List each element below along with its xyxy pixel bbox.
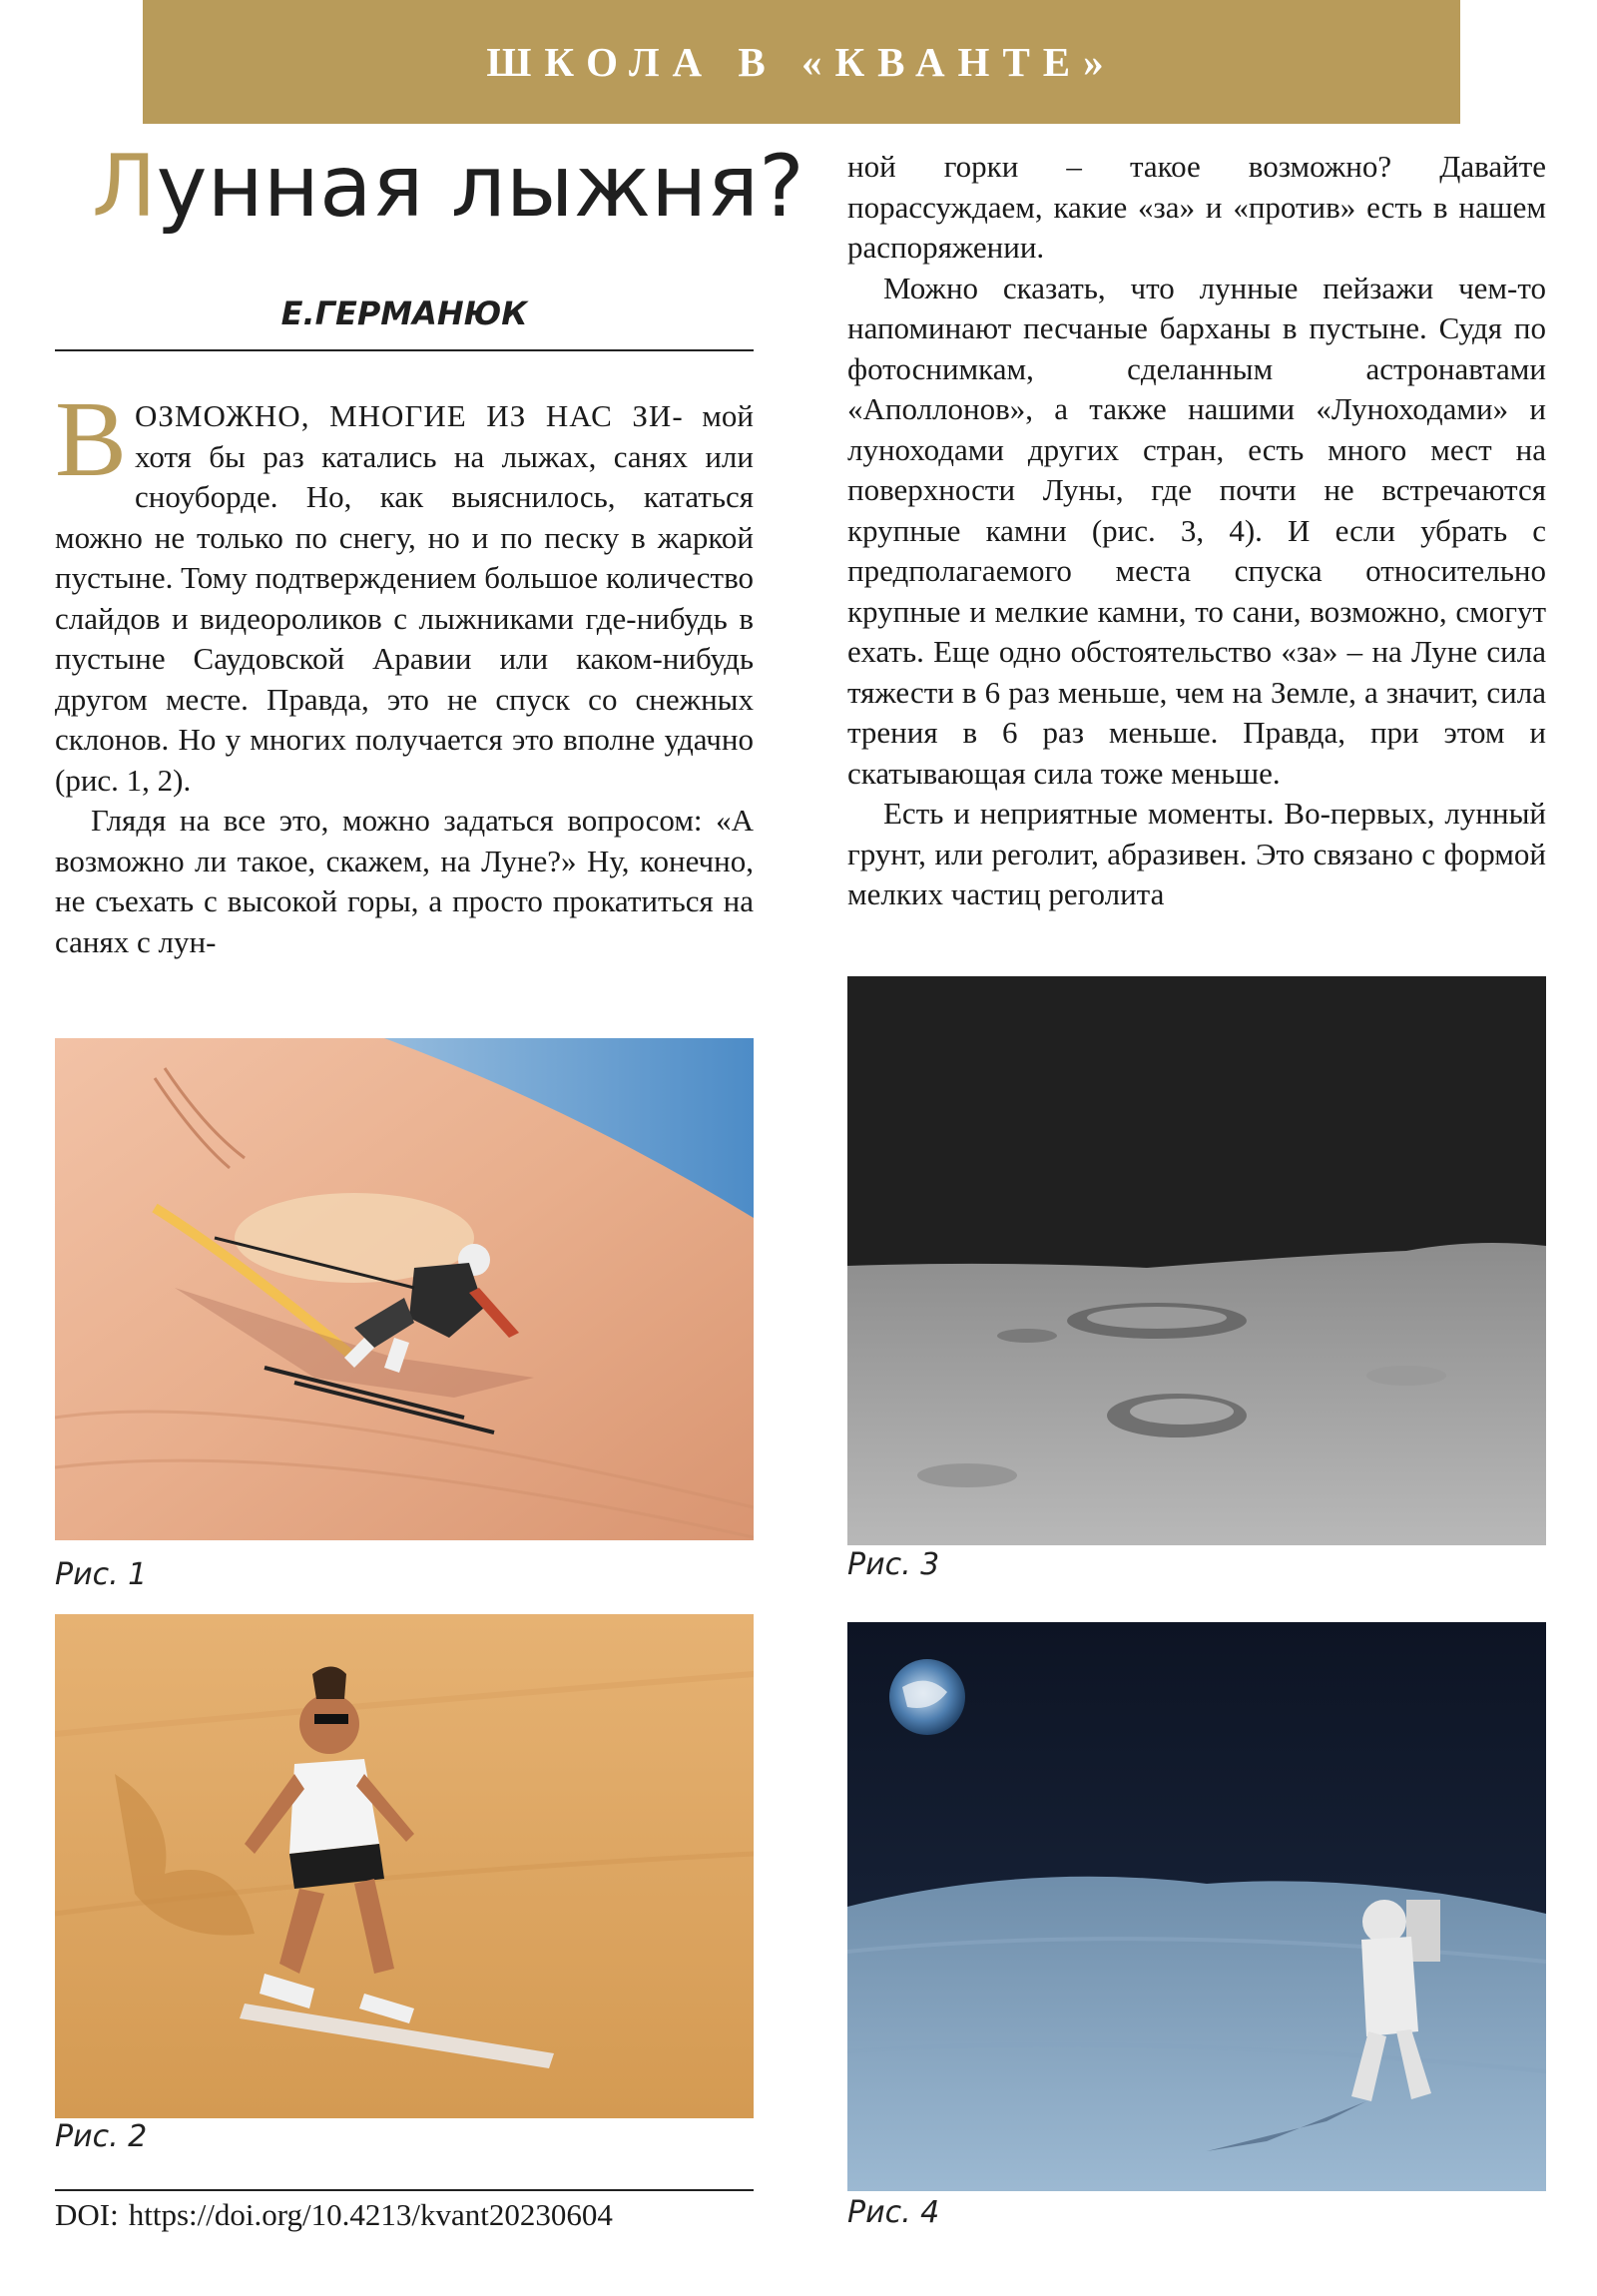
figure-1-caption: Рис. 1: [55, 1557, 148, 1592]
text-column-right: [847, 147, 1546, 915]
figure-1-sand-skier-image: [55, 1038, 754, 1540]
paragraph-3: Можно сказать, что лунные пейзажи чем-то напоминают песчаные барханы в пустыне. Судя по фотоснимкам, сделанным астронавтами «Аполлонов», а также нашими «Луноходами» и луноходами других стран, есть много мест на поверхности Луны, где почти не встречаются крупные камни (рис. 3, 4). И если убрать с предполагаемого места спуска относительно крупные и мелкие камни, то сани, возможно, смогут ехать. Еще одно обстоятельство «за» – на Луне сила тяжести в 6 раз меньше, чем на Земле, а значит, сила трения в 6 раз меньше. Правда, при этом и скатывающая сила тоже меньше.: [847, 270, 1546, 791]
doi-label: DOI:: [55, 2197, 119, 2232]
paragraph-4: Есть и неприятные моменты. Во-первых, лунный грунт, или реголит, абразивен. Это связано с формой мелких частиц реголита: [847, 796, 1546, 911]
section-header-band: [143, 0, 1460, 124]
title-initial: Л: [92, 137, 157, 237]
footer-divider: [55, 2189, 754, 2191]
figure-4-astronaut-image: [847, 1622, 1546, 2191]
text-column-left: [55, 380, 755, 962]
author-divider: [55, 349, 754, 351]
section-title: ШКОЛА В «КВАНТЕ»: [486, 39, 1117, 85]
title-rest: унная лыжня?: [156, 137, 804, 237]
lead-in: ОЗМОЖНО, МНОГИЕ ИЗ НАС ЗИ-: [135, 398, 684, 433]
doi-link[interactable]: https://doi.org/10.4213/kvant20230604: [128, 2197, 613, 2232]
drop-cap: В: [55, 380, 128, 499]
paragraph-2-part-2: ной горки – такое возможно? Давайте порассуждаем, какие «за» и «против» есть в нашем распоряжении.: [847, 149, 1546, 265]
figure-2-caption: Рис. 2: [55, 2119, 148, 2154]
figure-2-sandboarder-image: [55, 1614, 754, 2118]
paragraph-2-part-1: Глядя на все это, можно задаться вопросом: «А возможно ли такое, скажем, на Луне?» Ну, конечно, не съехать с высокой горы, а просто прокатиться на санях с лун-: [55, 803, 754, 959]
figure-4-caption: Рис. 4: [847, 2195, 940, 2230]
doi-line: [55, 2197, 613, 2233]
figure-3-caption: Рис. 3: [847, 1547, 940, 1582]
paragraph-1: [55, 380, 755, 801]
figure-3-lunar-surface-image: [847, 976, 1546, 1545]
article-title: [92, 137, 804, 237]
article-author: Е.ГЕРМАНЮК: [280, 294, 528, 332]
paragraph-1-text: мой хотя бы раз катались на лыжах, санях или сноуборде. Но, как выяснилось, кататься можно не только по снегу, но и по песку в жаркой пустыне. Тому подтверждением большое количество слайдов и видеороликов с лыжниками где-нибудь в пустыне Саудовской Аравии или каком-нибудь другом месте. Правда, это не спуск со снежных склонов. Но у многих получается это вполне удачно (рис. 1, 2).: [55, 398, 755, 798]
